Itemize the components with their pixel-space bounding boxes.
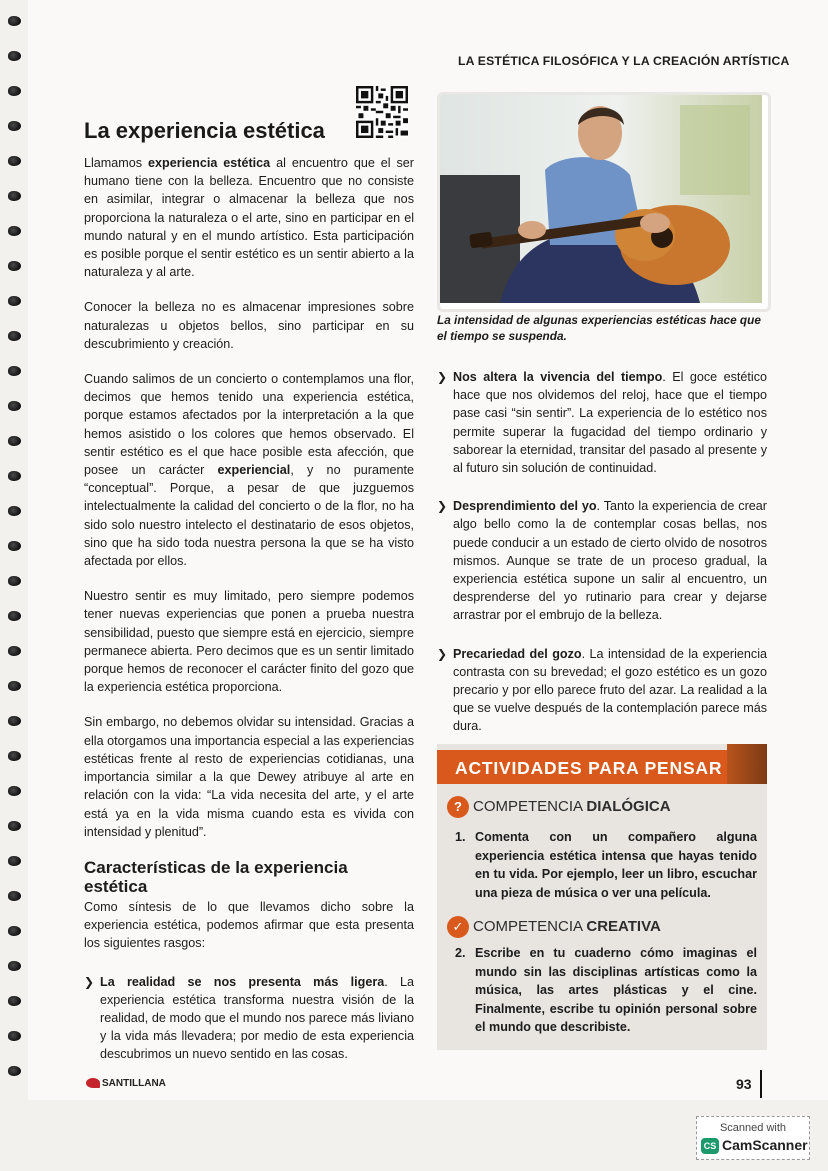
publisher-logo: SANTILLANA — [86, 1078, 166, 1089]
paragraph-limited-feeling: Nuestro sentir es muy limitado, pero siempre podemos tener nuevas experiencias que ponen a prueba nuestra sensibilidad, puesto que siempre está en ejercicio, siempre permanece abierta. Pero decimos que es un sentir limitado porque hemos de reconocer el carácter finito del gozo que la experiencia estética proporciona. — [84, 589, 414, 695]
activity-item-1: 1. Comenta con un compañero alguna experiencia estética intensa que hayas tenido en tu vida. Por ejemplo, leer un libro, escuchar una pieza de música o ver una película. — [455, 830, 757, 900]
scanned-with-label: Scanned with — [719, 1122, 787, 1134]
camscanner-brand: CS CamScanner — [701, 1137, 808, 1154]
camscanner-watermark — [696, 1116, 810, 1160]
spiral-binding — [8, 16, 28, 1096]
right-column — [437, 368, 767, 752]
paragraph-definition: Llamamos experiencia estética al encuentro que el ser humano tiene con la belleza. Encuentro que no consiste en asimilar, integrar o almacenar la belleza que nos proporciona la naturaleza o el arte, sino en participar en el mundo natural y en el mundo artístico. Esta participación es posible porque el sentir estético es un sentir abierto a la naturaleza y al arte. — [84, 156, 414, 280]
guitarist-illustration — [440, 95, 762, 303]
bullet-precariousness: ❯ Precariedad del gozo. La intensidad de la experiencia contrasta con su brevedad; el gozo estético es un gozo precario y por ello parece fruto del azar. La realidad a la que se vuelve después de la contemplación parece más dura. — [437, 646, 767, 734]
camscanner-logo-icon: CS — [701, 1138, 719, 1154]
page-number-bar — [760, 1070, 762, 1098]
paragraph-knowing-beauty: Conocer la belleza no es almacenar impresiones sobre naturalezas u objetos bellos, sino participar en su descubrimiento y creación. — [84, 300, 414, 351]
bullet-marker-icon: ❯ — [437, 499, 448, 514]
competence-dialogic: ? COMPETENCIA DIALÓGICA — [447, 796, 671, 818]
activities-title: ACTIVIDADES PARA PENSAR — [455, 758, 723, 778]
paragraph-synthesis: Como síntesis de lo que llevamos dicho sobre la experiencia estética, podemos afirmar que esta presenta los siguientes rasgos: — [84, 899, 414, 951]
bullet-marker-icon: ❯ — [84, 974, 95, 989]
photo-caption: La intensidad de algunas experiencias estéticas hace que el tiempo se suspenda. — [437, 313, 761, 343]
question-bubble-icon: ? — [447, 796, 469, 818]
page-title: La experiencia estética — [84, 118, 325, 143]
bullet-marker-icon: ❯ — [437, 646, 448, 661]
competence-creative: ✓ COMPETENCIA CREATIVA — [447, 916, 661, 938]
check-circle-icon: ✓ — [447, 916, 469, 938]
paragraph-concert-flower: Cuando salimos de un concierto o contemplamos una flor, decimos que hemos tenido una experiencia estética, porque estamos afectados por la interpretación a la que hemos asistido o los colores que hemos observado. El sentir estético es el que hace posible esta afección, que posee un carácter experiencial, y no puramente “conceptual”. Porque, a pesar de que juzguemos intelectualmente la calidad del concierto o de la flor, no ha sido solo nuestro intelecto el destinatario de esos objetos, sino que ha sido toda nuestra persona la que se ha visto afectada por ellos. — [84, 372, 415, 569]
activities-header — [437, 750, 727, 784]
activities-header-accent — [727, 744, 767, 784]
activities-box — [437, 744, 767, 1050]
bullet-time-experience: ❯ Nos altera la vivencia del tiempo. El goce estético hace que nos olvidemos del reloj, hace que el tiempo pase casi “sin sentir”. La experiencia de lo estético nos permite superar la fugacidad del tiempo ordinario y saborear la eternidad, transitar del pasado al presente y al futuro sin solución de continuidad. — [437, 370, 767, 476]
bullet-marker-icon: ❯ — [437, 370, 448, 384]
page-number: 93 — [736, 1076, 752, 1092]
guitarist-photo — [437, 92, 771, 312]
running-head: LA ESTÉTICA FILOSÓFICA Y LA CREACIÓN ARTÍSTICA — [458, 54, 790, 68]
qr-code-icon[interactable] — [356, 86, 408, 138]
section-heading: Características de la experiencia estética — [84, 857, 348, 896]
bullet-detachment: ❯ Desprendimiento del yo. Tanto la experiencia de crear algo bello como la de contemplar cosas bellas, nos puede conducir a un estado de cierto olvido de nosotros mismos. Aunque se trate de un proceso gradual, la experiencia estética supone un salir al encuentro, un desprenderse del yo rutinario para crear y dejarse arrastrar por el embrujo de la belleza. — [437, 499, 767, 623]
activity-item-2: 2. Escribe en tu cuaderno cómo imaginas el mundo sin las disciplinas artísticas como la música, las artes plásticas y el cine. Finalmente, escribe tu opinión personal sobre el mundo que describiste. — [455, 946, 757, 1035]
santillana-swoosh-icon — [86, 1078, 100, 1088]
bullet-lighter-reality: ❯ La realidad se nos presenta más ligera. La experiencia estética transforma nuestra visión de la realidad, de modo que el mundo nos parece más liviano y la vida más llevadera; por medio de esta experiencia descubrimos un nuevo sentido en las cosas. — [84, 974, 414, 1062]
paragraph-intensity: Sin embargo, no debemos olvidar su intensidad. Gracias a ella otorgamos una importancia especial a las experiencias estéticas frente al resto de experiencias cotidianas, una importancia similar a la que Dewey atribuye al arte en relación con la vida: “La vida necesita del arte, y el arte está ya en la vida misma cuando esta es vivida con intensidad y plenitud”. — [84, 715, 414, 839]
left-column — [84, 154, 414, 1080]
